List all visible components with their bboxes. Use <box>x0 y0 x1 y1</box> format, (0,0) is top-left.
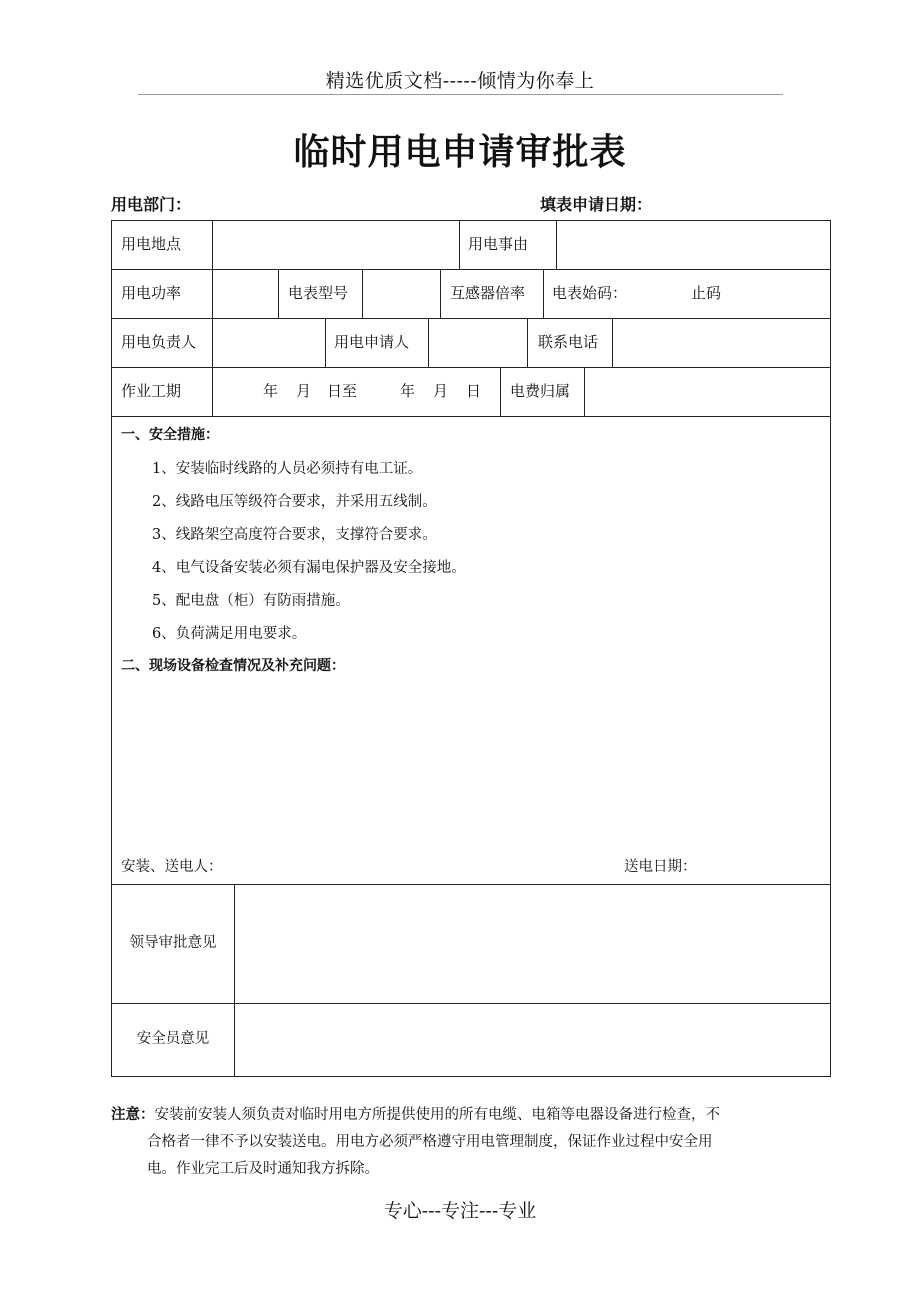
col-divider <box>234 884 235 1076</box>
period-label: 作业工期 <box>121 382 182 400</box>
period-day-end: 日 <box>466 382 482 400</box>
location-label: 用电地点 <box>121 235 182 253</box>
safety-item: 3、线路架空高度符合要求，支撑符合要求。 <box>152 527 437 543</box>
period-month-end: 月 <box>433 382 449 400</box>
col-divider <box>212 221 213 269</box>
row-divider <box>112 416 830 417</box>
col-divider <box>428 318 429 367</box>
col-divider <box>212 269 213 318</box>
note-text: 安装前安装人须负责对临时用电方所提供使用的所有电缆、电箱等电器设备进行检查，不 <box>154 1107 720 1123</box>
col-divider <box>556 221 557 269</box>
responsible-label: 用电负责人 <box>121 333 197 351</box>
col-divider <box>500 367 501 416</box>
installer-label: 安装、送电人： <box>121 859 223 875</box>
row-divider <box>112 318 830 319</box>
row-divider <box>112 884 830 885</box>
page-footer: 专心---专注---专业 <box>383 1200 537 1222</box>
row-divider <box>112 367 830 368</box>
col-divider <box>459 221 460 269</box>
page-header: 精选优质文档-----倾情为你奉上 <box>325 70 595 92</box>
period-day-to: 日至 <box>327 382 358 400</box>
leader-opinion-label: 领导审批意见 <box>129 935 217 951</box>
period-year-start: 年 <box>263 382 279 400</box>
meter-start-label: 电表始码： <box>552 284 628 302</box>
note-label: 注意： <box>111 1107 155 1123</box>
inspection-heading: 二、现场设备检查情况及补充问题： <box>121 658 345 674</box>
col-divider <box>543 269 544 318</box>
meter-end-label: 止码 <box>691 284 722 302</box>
period-year-end: 年 <box>400 382 416 400</box>
safety-officer-opinion-label: 安全员意见 <box>136 1031 210 1047</box>
send-date-label: 送电日期： <box>624 859 697 875</box>
phone-label: 联系电话 <box>538 333 599 351</box>
safety-heading: 一、安全措施： <box>121 427 219 443</box>
note-line: 电。作业完工后及时通知我方拆除。 <box>147 1161 379 1177</box>
reason-label: 用电事由 <box>468 235 529 253</box>
note-line: 合格者一律不予以安装送电。用电方必须严格遵守用电管理制度，保证作业过程中安全用 <box>147 1134 713 1150</box>
meter-model-label: 电表型号 <box>288 284 349 302</box>
col-divider <box>612 318 613 367</box>
power-label: 用电功率 <box>121 284 182 302</box>
safety-item: 5、配电盘（柜）有防雨措施。 <box>152 593 350 609</box>
application-form-table <box>111 220 831 1077</box>
date-label: 填表申请日期： <box>540 195 653 214</box>
col-divider <box>212 318 213 367</box>
col-divider <box>527 318 528 367</box>
col-divider <box>325 318 326 367</box>
note-line <box>111 1102 801 1129</box>
col-divider <box>278 269 279 318</box>
header-divider <box>138 94 783 95</box>
period-month-start: 月 <box>296 382 312 400</box>
safety-item: 4、电气设备安装必须有漏电保护器及安全接地。 <box>152 560 466 576</box>
safety-item: 1、安装临时线路的人员必须持有电工证。 <box>152 461 423 477</box>
note-block <box>111 1102 801 1183</box>
dept-label: 用电部门： <box>111 195 192 214</box>
ct-ratio-label: 互感器倍率 <box>450 284 526 302</box>
fee-label: 电费归属 <box>510 382 571 400</box>
col-divider <box>584 367 585 416</box>
col-divider <box>212 367 213 416</box>
safety-item: 2、线路电压等级符合要求，并采用五线制。 <box>152 494 437 510</box>
applicant-label: 用电申请人 <box>334 333 410 351</box>
col-divider <box>440 269 441 318</box>
safety-item: 6、负荷满足用电要求。 <box>152 626 307 642</box>
col-divider <box>362 269 363 318</box>
row-divider <box>112 1003 830 1004</box>
row-divider <box>112 269 830 270</box>
page-title: 临时用电申请审批表 <box>293 132 627 173</box>
